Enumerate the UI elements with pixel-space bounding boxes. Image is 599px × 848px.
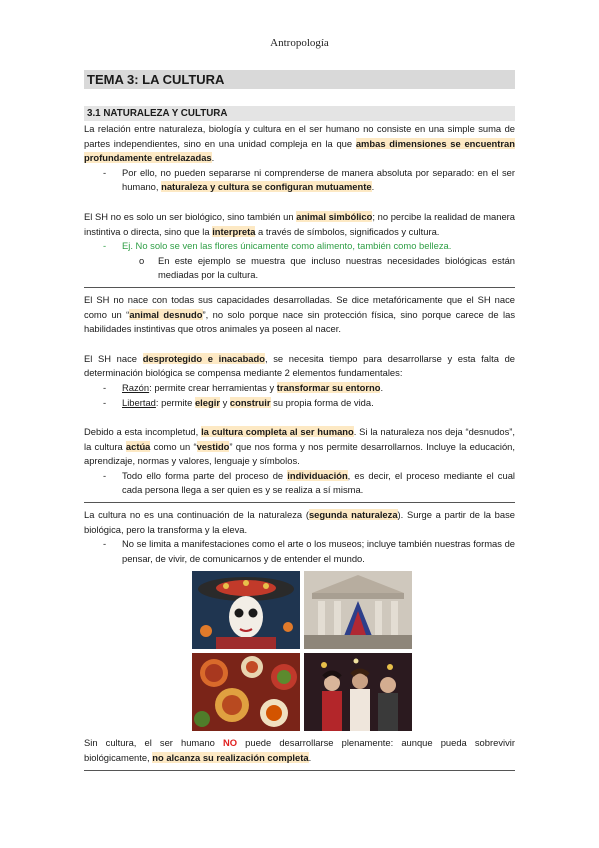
paragraph-7: Sin cultura, el ser humano NO puede desarrollarse plenamente: aunque pueda sobrevivir biológicamente, no alcanza su realización completa.	[84, 737, 515, 764]
highlight: actúa	[125, 440, 151, 452]
photo-collage	[192, 571, 412, 731]
highlight: naturaleza y cultura se configuran mutuamente	[161, 181, 372, 193]
photo-celebration	[304, 653, 412, 731]
bullet-item-libertad: - Libertad: permite elegir y construir su propia forma de vida.	[103, 396, 374, 408]
photo-food	[192, 653, 300, 731]
highlight: elegir	[194, 396, 220, 408]
highlight: interpreta	[212, 225, 256, 237]
photo-catrina	[192, 571, 300, 649]
paragraph-2: El SH no es solo un ser biológico, sino también un animal simbólico; no percibe la realidad de manera instintiva o directa, sino que la interpreta a través de símbolos, significados y cultura.	[84, 210, 515, 237]
photo-museum	[304, 571, 412, 649]
highlight: animal simbólico	[296, 210, 373, 222]
highlight: construir	[229, 396, 271, 408]
paragraph-3: El SH no nace con todas sus capacidades desarrolladas. Se dice metafóricamente que el SH nace como un “animal desnudo”, no solo porque nace sin protección física, sino porque carece de las habilidades instintivas que otros animales ya poseen al nacer.	[84, 293, 516, 335]
document-body	[84, 70, 515, 776]
highlight: transformar su entorno	[276, 381, 381, 393]
bullet-item: - Todo ello forma parte del proceso de individuación, es decir, el proceso mediante el cual cada persona llega a ser quien es y se realiza a sí misma.	[103, 469, 515, 496]
highlight: vestido	[196, 440, 230, 452]
bullet-item: - No se limita a manifestaciones como el arte o los museos; incluye también nuestras formas de pensar, de vivir, de comunicarnos y de entender el mundo.	[103, 538, 515, 564]
highlight: desprotegido e inacabado	[142, 352, 265, 364]
paragraph-1: La relación entre naturaleza, biología y cultura en el ser humano no consiste en una simple suma de partes independientes, sino en una unidad compleja en la que ambas dimensiones se encuentran profundamente entrelazadas.	[84, 123, 515, 164]
highlight: segunda naturaleza	[308, 509, 398, 521]
emphasis-no: NO	[223, 737, 238, 749]
paragraph-6: La cultura no es una continuación de la naturaleza (segunda naturaleza). Surge a partir de la base biológica, pero la transforma y la eleva.	[84, 509, 516, 535]
sub-bullet-item: o En este ejemplo se muestra que incluso nuestras necesidades biológicas están mediadas por la cultura.	[139, 254, 515, 281]
example-item: - Ej. No solo se ven las flores únicamente como alimento, también como belleza.	[103, 240, 452, 252]
bullet-item-razon: - Razón: permite crear herramientas y transformar su entorno.	[103, 381, 384, 393]
highlight: la cultura completa al ser humano	[201, 426, 354, 438]
section-heading: 3.1 NATURALEZA Y CULTURA	[84, 106, 515, 121]
divider	[84, 287, 515, 288]
divider	[84, 502, 515, 503]
highlight: animal desnudo	[129, 308, 203, 320]
highlight: no alcanza su realización completa	[152, 752, 309, 764]
running-header: Antropología	[270, 37, 329, 49]
paragraph-4: El SH nace desprotegido e inacabado, se necesita tiempo para desarrollarse y esta falta de determinación biológica se compensa mediante 2 elementos fundamentales:	[84, 352, 515, 379]
chapter-title: TEMA 3: LA CULTURA	[84, 70, 515, 89]
highlight: ambas dimensiones se encuentran profundamente entrelazadas	[84, 137, 515, 164]
divider	[84, 770, 515, 771]
highlight: individuación	[287, 469, 348, 481]
paragraph-5: Debido a esta incompletud, la cultura completa al ser humano. Si la naturaleza nos deja “desnudos”, la cultura actúa como un “vestido” que nos forma y nos permite desarrollarnos. Incluye la educación, aprendizaje, normas y valores, lenguaje y símbolos.	[84, 426, 516, 467]
bullet-item: - Por ello, no pueden separarse ni comprenderse de manera absoluta por separado: en el ser humano, naturaleza y cultura se configuran mutuamente.	[103, 166, 515, 193]
